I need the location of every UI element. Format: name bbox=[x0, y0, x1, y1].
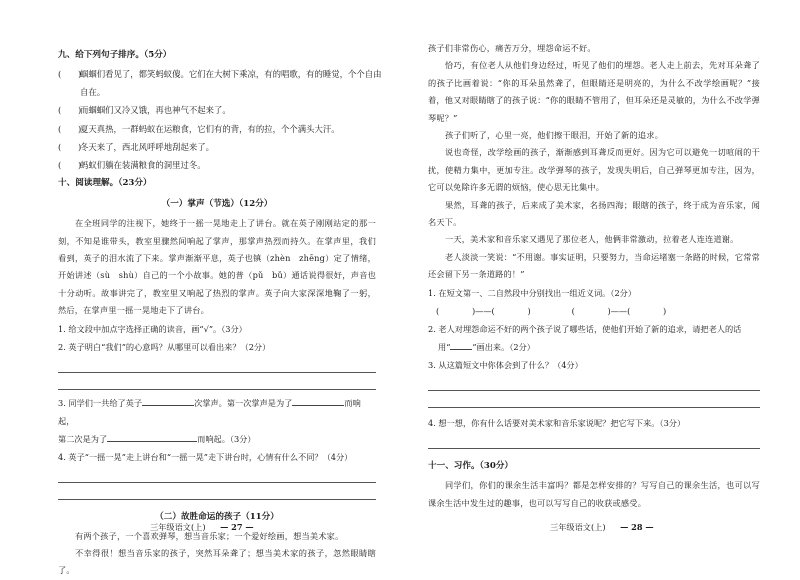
reading-1-question-3 bbox=[58, 394, 376, 430]
reading-1-question-3-cont bbox=[58, 430, 376, 448]
page-number: — 27 — bbox=[220, 522, 254, 532]
ordering-item bbox=[58, 101, 376, 119]
section-10-title: 十、阅读理解。（23分） bbox=[58, 178, 152, 189]
reading-1-question-1: 1. 给文段中加点字选择正确的读音，画“√”。（3分） bbox=[58, 323, 247, 334]
ordering-item-cont bbox=[58, 83, 376, 101]
ordering-list bbox=[58, 65, 382, 174]
reading-1-question-2: 2. 英子明白“我们”的心意吗？从哪里可以看出来？（2分） bbox=[58, 341, 271, 352]
ordering-text: 夏天真热，一群蚂蚁在运粮食，它们有的背，有的拉，个个满头大汗。 bbox=[80, 123, 340, 134]
reading-2-paragraph: 一天，美术家和音乐家又遇见了那位老人，他俩非常激动，拉着老人连连道谢。 bbox=[445, 234, 739, 245]
question-text: 而响起， bbox=[58, 397, 361, 426]
right-column bbox=[428, 40, 760, 512]
reading-2-question-2-cont bbox=[428, 338, 760, 356]
question-text: 用“ bbox=[438, 341, 451, 352]
page-footer bbox=[550, 522, 654, 533]
left-column bbox=[58, 46, 382, 580]
synonym-pairs[interactable]: ( )——( ) ( )——( ) bbox=[436, 305, 667, 316]
ordering-text: 蝈蝈们看见了，都笑蚂蚁傻。它们在大树下乘凉，有的唱歌，有的睡觉，个个自由 bbox=[80, 69, 382, 79]
right-page bbox=[400, 0, 800, 580]
ordering-text: 冬天来了，西北风呼呼地刮起来了。 bbox=[80, 141, 214, 152]
ordering-item bbox=[58, 156, 376, 174]
fill-blank[interactable] bbox=[142, 396, 194, 406]
section-11-title: 十一、习作。（30分） bbox=[428, 460, 514, 471]
reading-2-paragraph: 孩子们听了，心里一亮，他们擦干眼泪，开始了新的追求。 bbox=[445, 130, 664, 141]
reading-2-title: （二）故胜命运的孩子（11分） bbox=[155, 511, 279, 522]
reading-2-question-1: 1. 在短文第一、二自然段中分别找出一组近义词。（2分） bbox=[428, 287, 637, 298]
order-blank[interactable]: ( ) bbox=[58, 69, 82, 79]
ordering-item bbox=[58, 138, 376, 156]
page-footer bbox=[150, 522, 254, 533]
order-blank[interactable]: ( ) bbox=[58, 123, 82, 134]
fill-blank[interactable] bbox=[107, 432, 197, 442]
reading-2-paragraph: 老人淡淡一笑说：“不用谢。事实证明，只要努力，当命运堵塞一条路的时候，它常常还会留下另一条道路的！” bbox=[428, 251, 760, 280]
ordering-text: 自在。 bbox=[80, 87, 106, 98]
question-text: ”画出来。（2分） bbox=[472, 341, 535, 352]
answer-line[interactable] bbox=[58, 483, 376, 500]
reading-2-paragraph: 不幸得很！想当音乐家的孩子，突然耳朵聋了；想当美术家的孩子，忽然眼睛瞎了。 bbox=[58, 548, 376, 576]
reading-2-paragraph: 说也奇怪，改学绘画的孩子，渐渐感到耳聋反而更好。因为它可以避免一切喧闹的干扰，使精力集中，更加专注。改学弹琴的孩子，发现失明后，自己弹琴更加专注，因为，它可以免除许多无谓的烦恼，使心思无比集中。 bbox=[428, 147, 760, 193]
composition-prompt: 同学们，你们的课余生活丰富吗？都是怎样安排的？写写自己的课余生活，也可以写课余生活中发生过的趣事，也可以写写自己的收获或感受。 bbox=[428, 479, 760, 508]
question-text: 而响起。（3分） bbox=[197, 433, 256, 444]
reading-2-paragraph: 果然，耳聋的孩子，后来成了美术家，名扬四海；眼瞎的孩子，终于成为音乐家，闻名天下。 bbox=[428, 199, 760, 228]
section-9-title: 九、给下列句子排序。（5分） bbox=[58, 50, 172, 60]
reading-1-title: （一）掌声（节选）（12分） bbox=[161, 199, 273, 210]
question-text: 3. 同学们一共给了英子 bbox=[58, 397, 143, 408]
answer-line[interactable] bbox=[428, 374, 760, 391]
order-blank[interactable]: ( ) bbox=[58, 160, 82, 171]
fill-blank[interactable] bbox=[292, 396, 344, 406]
underline-sample bbox=[450, 340, 472, 350]
ordering-text: 而蝈蝈们又冷又饿，再也神气不起来了。 bbox=[80, 105, 231, 116]
reading-1-question-4: 4. 英子“一摇一晃”走上讲台和“一摇一晃”走下讲台时，心情有什么不同？（4分） bbox=[58, 451, 353, 462]
answer-line[interactable] bbox=[58, 466, 376, 483]
reading-2-question-3: 3. 从这篇短文中你体会到了什么？（4分） bbox=[428, 359, 583, 370]
order-blank[interactable]: ( ) bbox=[58, 141, 82, 152]
answer-line[interactable] bbox=[58, 373, 376, 390]
page-number: — 28 — bbox=[620, 522, 654, 532]
reading-2-question-2: 2. 老人对埋怨命运不好的两个孩子说了哪些话，使他们开始了新的追求，请把老人的话 bbox=[428, 323, 742, 334]
order-blank[interactable]: ( ) bbox=[58, 105, 82, 116]
footer-label: 三年级语文(上) bbox=[150, 522, 206, 532]
reading-2-paragraph: 有两个孩子，一个喜欢弹琴，想当音乐家；一个爱好绘画，想当美术家。 bbox=[75, 530, 344, 541]
ordering-text: 蚂蚁们躺在装满粮食的洞里过冬。 bbox=[80, 160, 206, 171]
ordering-item bbox=[58, 65, 382, 83]
answer-line[interactable] bbox=[58, 356, 376, 373]
answer-line[interactable] bbox=[428, 432, 760, 449]
answer-line[interactable] bbox=[428, 391, 760, 408]
reading-2-question-4: 4. 想一想，你有什么话要对美术家和音乐家说呢？把它写下来。（3分） bbox=[428, 417, 686, 428]
footer-label: 三年级语文(上) bbox=[550, 522, 606, 532]
ordering-item bbox=[58, 120, 376, 138]
question-text: 次掌声。第一次掌声是为了 bbox=[194, 397, 293, 408]
reading-2-paragraph: 恰巧，有位老人从他们身边经过，听见了他们的埋怨。老人走上前去，先对耳朵聋了的孩子比画着说：“你的耳朵虽然聋了，但眼睛还是明亮的，为什么不改学绘画呢？”接着，他又对眼睛瞎了的孩子说：“你的眼睛不管用了，但耳朵还是灵敏的，为什么不改学弹琴呢？” bbox=[428, 60, 760, 123]
reading-2-paragraph: 孩子们非常伤心，痛苦万分，埋怨命运不好。 bbox=[428, 43, 596, 53]
question-text: 第二次是为了 bbox=[58, 433, 108, 444]
reading-1-passage: 在全班同学的注视下，她终于一摇一晃地走上了讲台。就在英子刚刚站定的那一刻，不知是谁带头，教室里骤然间响起了掌声，那掌声热烈而持久。在掌声里，我们看到，英子的泪水流了下来。掌声渐渐平息，英子也镇（zhèn zhēng）定了情绪，开始讲述（sù shù）自己的一个小故事。她的普（pǔ bǔ）通话说得很好，声音也十分动听。故事讲完了，教室里又响起了热烈的掌声。英子向大家深深地鞠了一躬，然后，在掌声里一摇一晃地走下了讲台。 bbox=[58, 218, 376, 316]
